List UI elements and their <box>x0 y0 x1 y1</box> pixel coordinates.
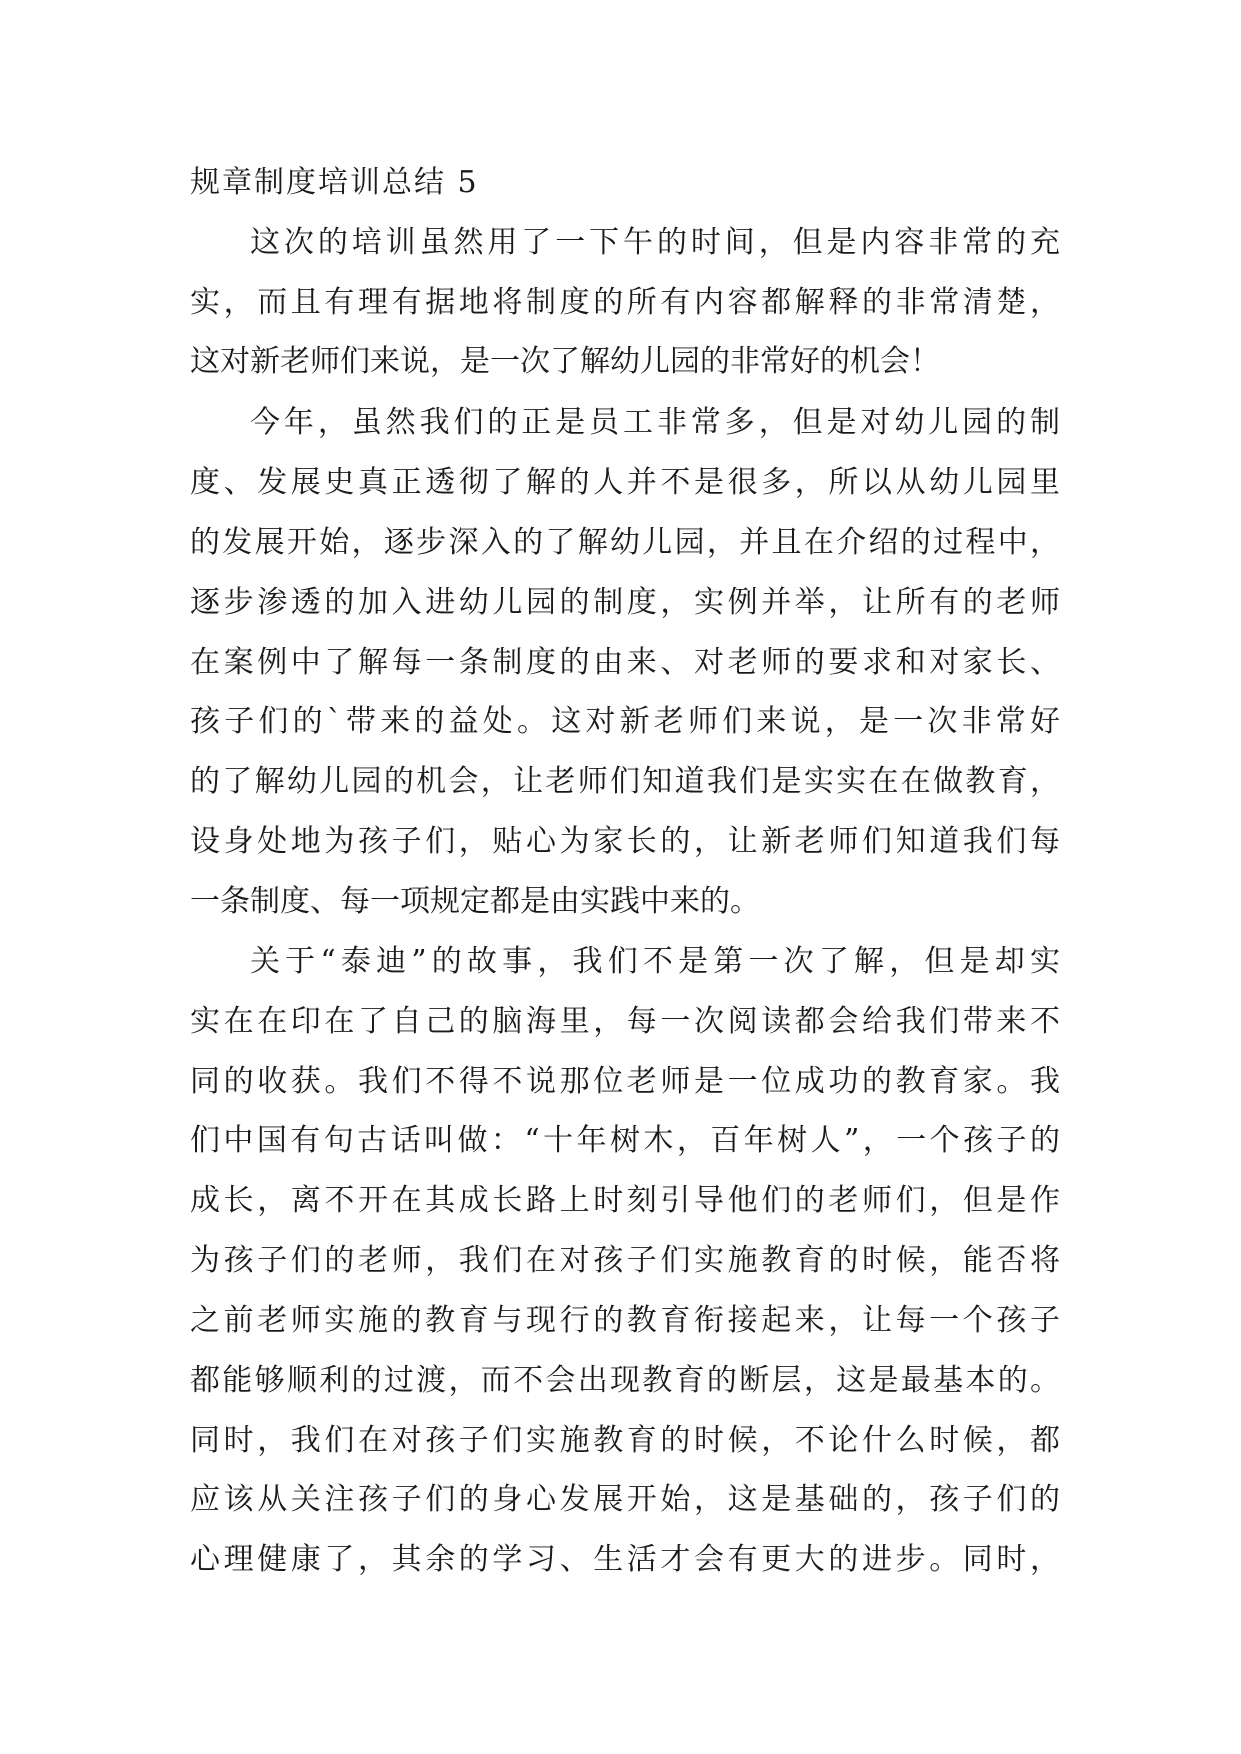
paragraph-line: 这次的培训虽然用了一下午的时间，但是内容非常的充 <box>250 225 1060 260</box>
paragraph-line: 同的收获。我们不得不说那位老师是一位成功的教育家。我 <box>190 1064 1060 1099</box>
paragraph-line: 实，而且有理有据地将制度的所有内容都解释的非常清楚， <box>190 285 1060 320</box>
paragraph-line: 的发展开始，逐步深入的了解幼儿园，并且在介绍的过程中， <box>190 525 1060 560</box>
paragraph-line: 实在在印在了自己的脑海里，每一次阅读都会给我们带来不 <box>190 1004 1060 1039</box>
paragraph-line: 们中国有句古话叫做：“十年树木，百年树人”，一个孩子的 <box>190 1123 1060 1158</box>
paragraph-line: 这对新老师们来说，是一次了解幼儿园的非常好的机会！ <box>190 344 940 379</box>
paragraph-line: 成长，离不开在其成长路上时刻引导他们的老师们，但是作 <box>190 1183 1060 1218</box>
paragraph-line: 关于“泰迪”的故事，我们不是第一次了解，但是却实 <box>250 944 1060 979</box>
paragraph-line: 心理健康了，其余的学习、生活才会有更大的进步。同时， <box>190 1542 1060 1577</box>
paragraph-line: 都能够顺利的过渡，而不会出现教育的断层，这是最基本的。 <box>190 1363 1060 1398</box>
paragraph-line: 同时，我们在对孩子们实施教育的时候，不论什么时候，都 <box>190 1423 1060 1458</box>
document-title: 规章制度培训总结 5 <box>190 165 479 200</box>
paragraph-line: 孩子们的`带来的益处。这对新老师们来说，是一次非常好 <box>190 704 1060 739</box>
paragraph-line: 设身处地为孩子们，贴心为家长的，让新老师们知道我们每 <box>190 824 1060 859</box>
paragraph-line: 今年，虽然我们的正是员工非常多，但是对幼儿园的制 <box>250 405 1060 440</box>
paragraph-line: 的了解幼儿园的机会，让老师们知道我们是实实在在做教育， <box>190 764 1060 799</box>
paragraph-line: 之前老师实施的教育与现行的教育衔接起来，让每一个孩子 <box>190 1303 1060 1338</box>
paragraph-line: 逐步渗透的加入进幼儿园的制度，实例并举，让所有的老师 <box>190 585 1060 620</box>
paragraph-line: 应该从关注孩子们的身心发展开始，这是基础的，孩子们的 <box>190 1482 1060 1517</box>
paragraph-line: 在案例中了解每一条制度的由来、对老师的要求和对家长、 <box>190 645 1060 680</box>
paragraph-line: 为孩子们的老师，我们在对孩子们实施教育的时候，能否将 <box>190 1243 1060 1278</box>
paragraph-line: 一条制度、每一项规定都是由实践中来的。 <box>190 884 760 919</box>
paragraph-line: 度、发展史真正透彻了解的人并不是很多，所以从幼儿园里 <box>190 465 1060 500</box>
